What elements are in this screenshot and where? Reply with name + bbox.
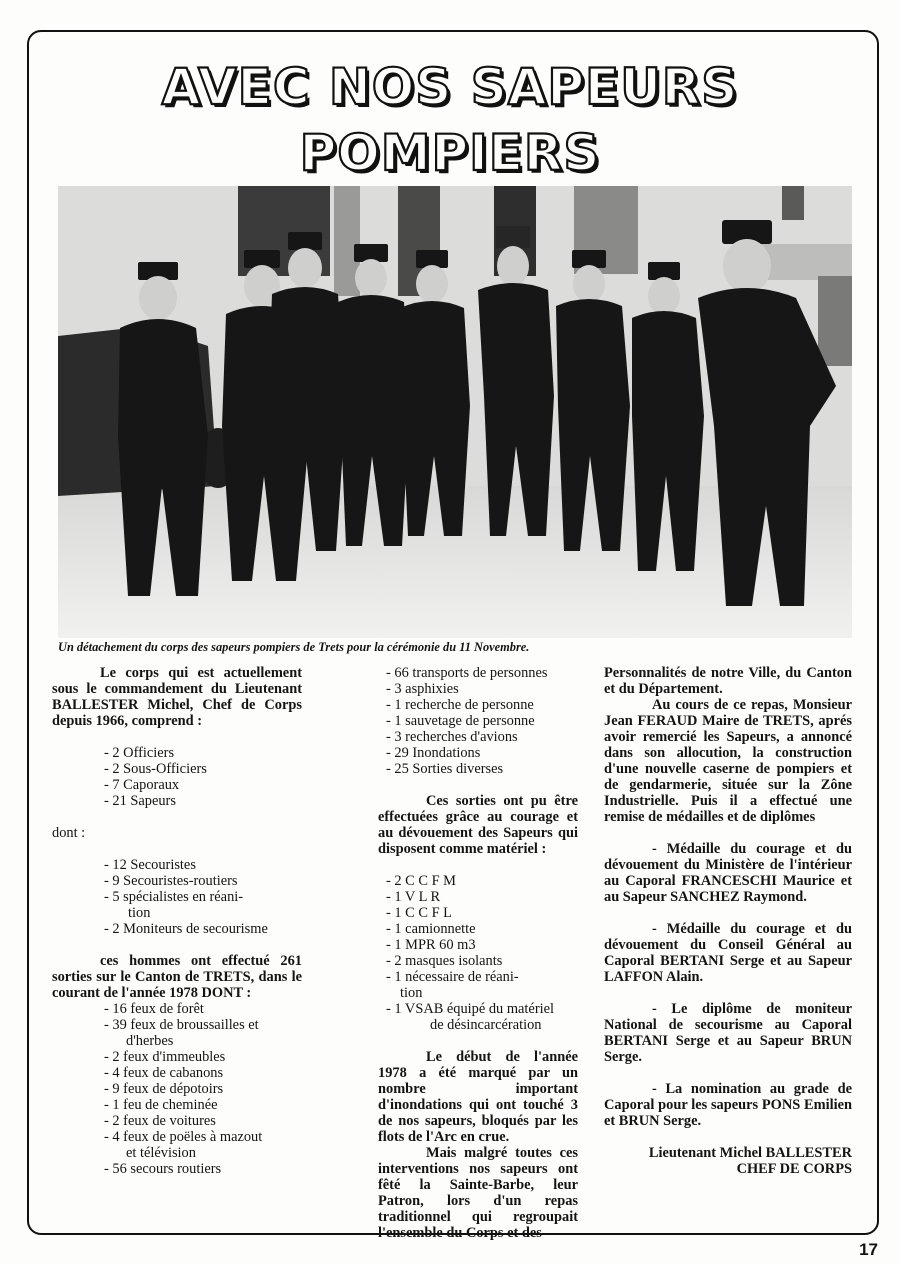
rank-item: - 21 Sapeurs (104, 793, 176, 809)
equipment-item: - 1 VSAB équipé du matériel (386, 1001, 554, 1017)
equipment-item: - 2 masques isolants (386, 953, 503, 969)
equipment-item: - 1 nécessaire de réani- (386, 969, 519, 985)
article-column-1 (52, 665, 302, 1177)
intervention-item: - 1 sauvetage de personne (386, 713, 535, 729)
intervention-item: - 9 feux de dépotoirs (104, 1081, 224, 1097)
intro-paragraph: Le corps qui est actuellement sous le commandement du Lieutenant BALLESTER Michel, Chef de Corps depuis 1966, comprend : (52, 665, 302, 729)
specialist-item: - 2 Moniteurs de secourisme (104, 921, 268, 937)
intervention-item: - 66 transports de personnes (386, 665, 548, 681)
award-item: - La nomination au grade de Caporal pour les sapeurs PONS Emilien et BRUN Serge. (604, 1081, 852, 1129)
intervention-item: - 16 feux de forêt (104, 1001, 204, 1017)
intervention-item: - 1 recherche de personne (386, 697, 534, 713)
signature-name: Lieutenant Michel BALLESTER (648, 1145, 852, 1161)
headline-line-2: POMPIERS (299, 124, 601, 182)
article-column-3 (604, 665, 852, 1177)
flood-paragraph: Le début de l'année 1978 a été marqué par un nombre important d'inondations qui ont touché 3 de nos sapeurs, bloqués par les flots de l'Arc en crue. (378, 1049, 578, 1145)
rank-item: - 7 Caporaux (104, 777, 180, 793)
equipment-item: - 1 MPR 60 m3 (386, 937, 476, 953)
equipment-item: de désincarcération (430, 1017, 542, 1033)
intervention-item: d'herbes (126, 1033, 174, 1049)
intervention-item: - 4 feux de poëles à mazout (104, 1129, 263, 1145)
page-number: 17 (859, 1240, 878, 1259)
award-item: - Le diplôme de moniteur National de secourisme au Caporal BERTANI Serge et au Sapeur BRUN Serge. (604, 1001, 852, 1065)
equipment-item: - 2 C C F M (386, 873, 456, 889)
equipment-item: - 1 C C F L (386, 905, 452, 921)
signature-title: CHEF DE CORPS (736, 1161, 852, 1177)
photo-caption: Un détachement du corps des sapeurs pompiers de Trets pour la cérémonie du 11 Novembre. (58, 640, 530, 654)
intervention-item: - 2 feux d'immeubles (104, 1049, 226, 1065)
dont-label: dont : (52, 825, 86, 841)
intervention-item: - 2 feux de voitures (104, 1113, 216, 1129)
equipment-item: tion (400, 985, 423, 1001)
intervention-item: - 29 Inondations (386, 745, 481, 761)
equipment-intro: Ces sorties ont pu être effectuées grâce au courage et au dévouement des Sapeurs qui disposent comme matériel : (378, 793, 578, 857)
specialist-item: - 5 spécialistes en réani- (104, 889, 244, 905)
equipment-item: - 1 V L R (386, 889, 441, 905)
sainte-barbe-paragraph: Mais malgré toutes ces interventions nos sapeurs ont fêté la Sainte-Barbe, leur Patron, lors d'un repas traditionnel qui regroupait l'ensemble du Corps et des (378, 1145, 578, 1241)
article-column-2 (378, 665, 578, 1241)
intervention-item: - 1 feu de cheminée (104, 1097, 218, 1113)
headline-line-1: AVEC NOS SAPEURS (161, 58, 739, 116)
specialist-item: tion (128, 905, 151, 921)
intervention-item: et télévision (126, 1145, 196, 1161)
firefighters-group-photo (58, 186, 852, 638)
specialist-item: - 9 Secouristes-routiers (104, 873, 238, 889)
intervention-item: - 3 recherches d'avions (386, 729, 518, 745)
intervention-item: - 4 feux de cabanons (104, 1065, 224, 1081)
rank-item: - 2 Sous-Officiers (104, 761, 207, 777)
intervention-item: - 56 secours routiers (104, 1161, 222, 1177)
rank-item: - 2 Officiers (104, 745, 175, 761)
intervention-item: - 3 asphixies (386, 681, 459, 697)
award-item: - Médaille du courage et du dévouement du Conseil Général au Caporal BERTANI Serge et au Sapeur LAFFON Alain. (604, 921, 852, 985)
paragraph-continuation: Personnalités de notre Ville, du Canton et du Département. (604, 665, 852, 697)
repas-paragraph: Au cours de ce repas, Monsieur Jean FERAUD Maire de TRETS, aprés avoir remercié les Sapeurs, a annoncé dans son allocution, la construction d'une nouvelle caserne de pompiers et de gendarmerie, située sur la Zône Industrielle. Puis il a effectué une remise de médailles et de diplômes (604, 697, 852, 825)
intervention-item: - 39 feux de broussailles et (104, 1017, 259, 1033)
equipment-item: - 1 camionnette (386, 921, 476, 937)
interventions-intro: ces hommes ont effectué 261 sorties sur le Canton de TRETS, dans le courant de l'année 1978 DONT : (52, 953, 302, 1001)
specialist-item: - 12 Secouristes (104, 857, 196, 873)
intervention-item: - 25 Sorties diverses (386, 761, 504, 777)
award-item: - Médaille du courage et du dévouement du Ministère de l'intérieur au Caporal FRANCESCHI Maurice et au Sapeur SANCHEZ Raymond. (604, 841, 852, 905)
